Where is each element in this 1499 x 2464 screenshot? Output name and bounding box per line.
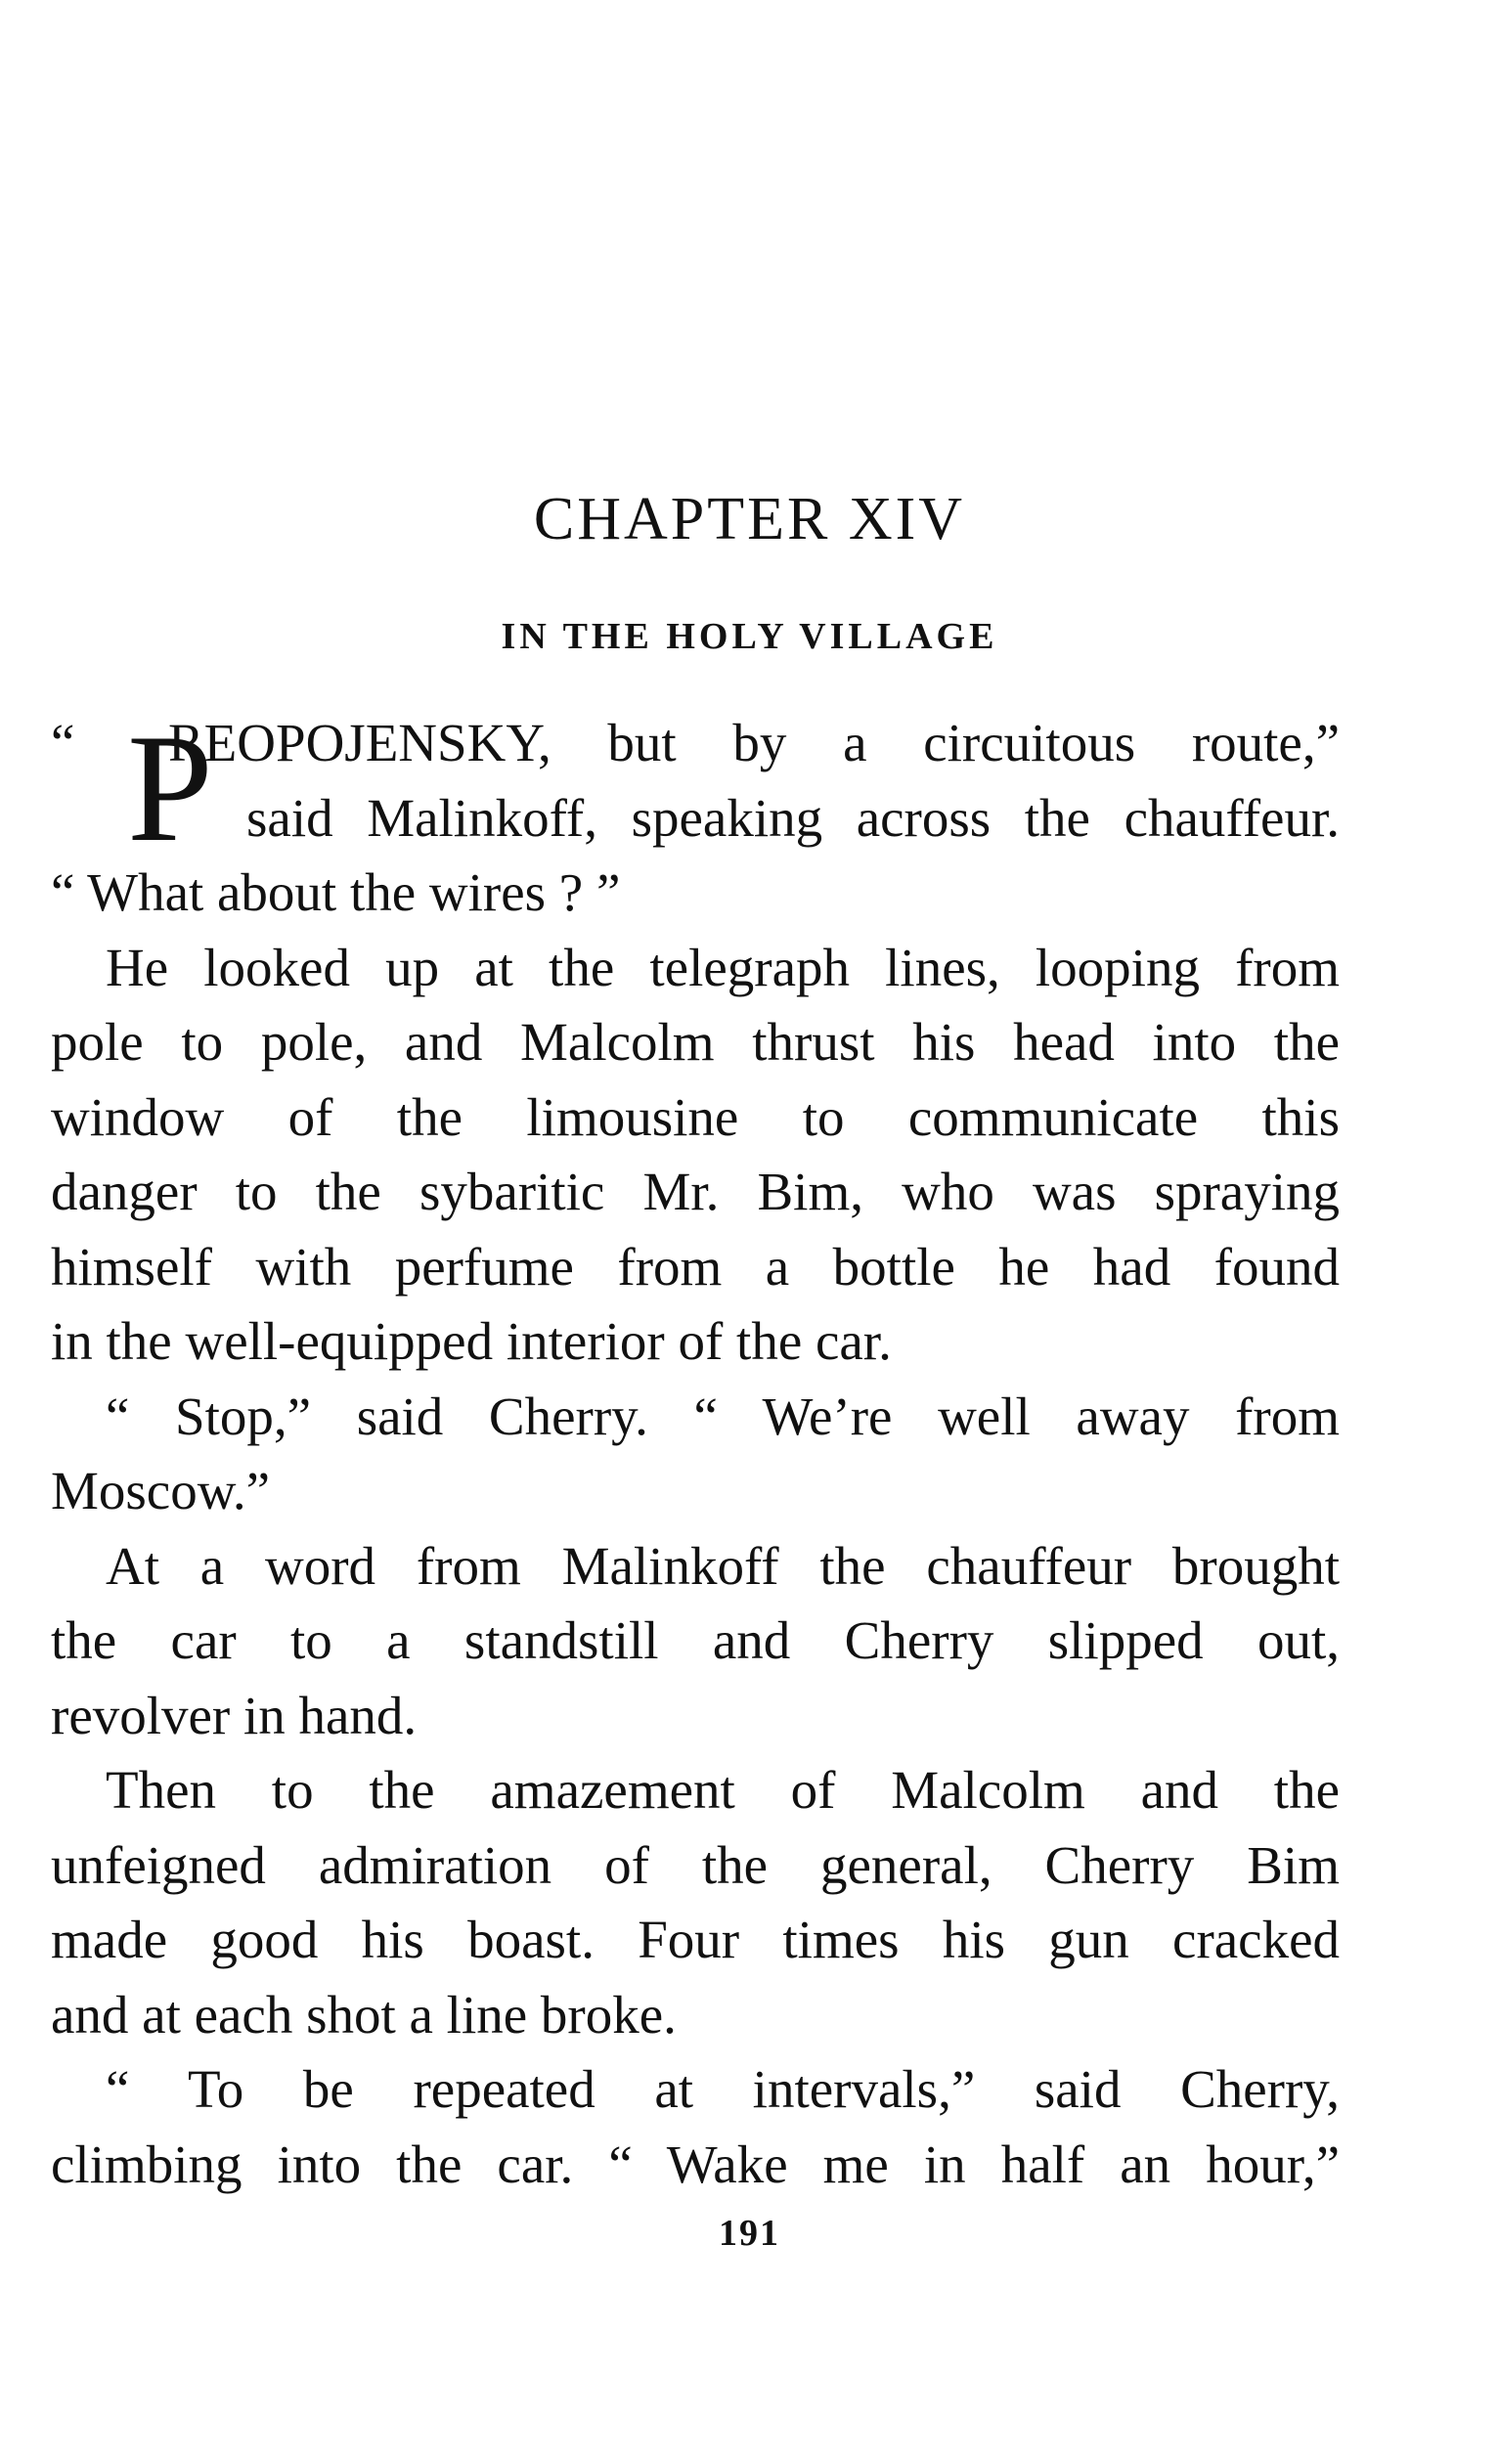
text-line: the car to a standstill and Cherry slipped out, (51, 1610, 1340, 1670)
text-line: danger to the sybaritic Mr. Bim, who was spraying (51, 1162, 1340, 1221)
opening-second-line: said Malinkoff, speaking across the chauffeur. (246, 787, 1340, 848)
text-line: and at each shot a line broke. (51, 1984, 677, 2045)
text-line: “ What about the wires ? ” (51, 862, 621, 922)
text-line: unfeigned admiration of the general, Cherry Bim (51, 1834, 1340, 1895)
text-line: himself with perfume from a bottle he had found (51, 1236, 1340, 1297)
text-line: “ To be repeated at intervals,” said Cherry, (106, 2059, 1340, 2119)
chapter-title: CHAPTER XIV (533, 486, 966, 552)
text-line: revolver in hand. (51, 1685, 418, 1745)
text-line: in the well-equipped interior of the car. (51, 1311, 892, 1371)
body-text (51, 703, 1340, 2202)
text-line: climbing into the car. “ Wake me in half an hour,” (51, 2134, 1340, 2194)
opening-line-text: REOPOJENSKY, but by a circuitous route,” (168, 713, 1340, 772)
text-line: made good his boast. Four times his gun cracked (51, 1910, 1340, 1969)
page-number: 191 (719, 2213, 780, 2254)
drop-cap: P (127, 703, 213, 874)
text-line: “ Stop,” said Cherry. “ We’re well away from (106, 1386, 1340, 1446)
chapter-subtitle: IN THE HOLY VILLAGE (501, 616, 998, 657)
text-line: He looked up at the telegraph lines, looping from (106, 937, 1340, 997)
text-line: Then to the amazement of Malcolm and the (106, 1760, 1340, 1820)
text-line: Moscow.” (51, 1461, 271, 1520)
opening-quote-mark: “ (51, 713, 75, 772)
text-line: window of the limousine to communicate this (51, 1086, 1340, 1147)
text-line: pole to pole, and Malcolm thrust his head into the (51, 1012, 1340, 1072)
text-line: At a word from Malinkoff the chauffeur brought (106, 1535, 1340, 1596)
